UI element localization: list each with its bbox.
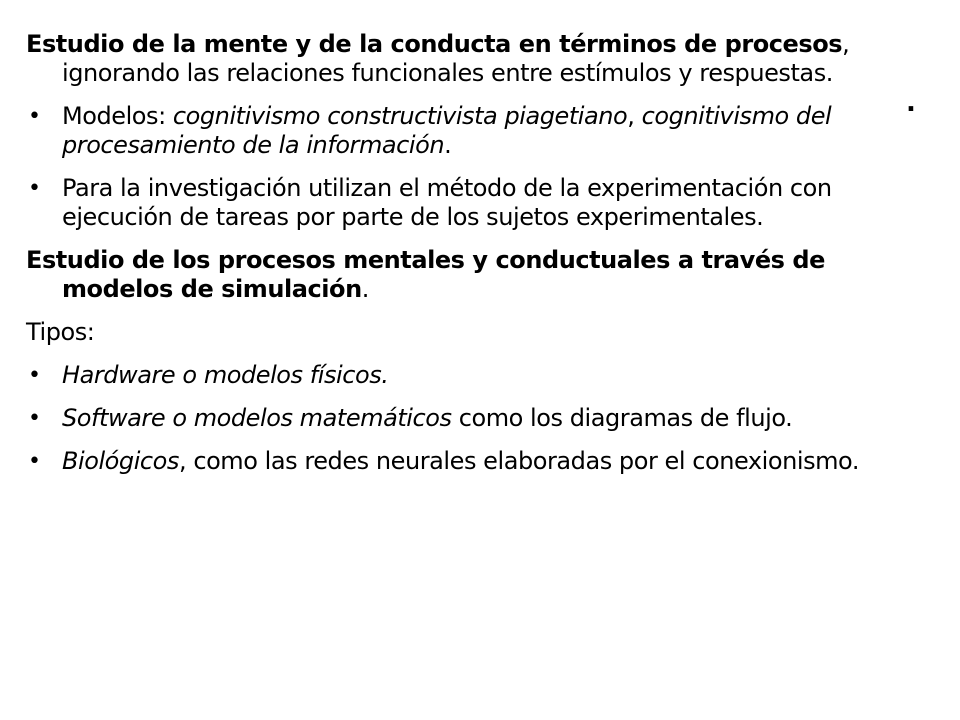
text-run: como los diagramas de flujo. bbox=[451, 404, 793, 432]
text-run: Modelos: bbox=[62, 102, 173, 130]
bullet-mark: • bbox=[28, 449, 41, 474]
bullet-paragraph bbox=[26, 447, 916, 476]
text-run: Para la investigación utilizan el método de la experimentación con ejecución de tareas por parte de los sujetos experimentales. bbox=[62, 174, 832, 231]
text-run: Biológicos bbox=[62, 447, 179, 475]
text-run: cognitivismo del procesamiento de la información bbox=[62, 102, 832, 159]
bullet-mark: • bbox=[28, 176, 41, 201]
text-run: Software o modelos matemáticos bbox=[62, 404, 452, 432]
text-run: Hardware o modelos físicos. bbox=[62, 361, 389, 389]
text-run: . bbox=[361, 275, 369, 303]
bullet-paragraph bbox=[26, 174, 916, 232]
bullet-mark: • bbox=[28, 104, 41, 129]
bullet-mark: • bbox=[28, 406, 41, 431]
text-run: cognitivismo constructivista piagetiano bbox=[172, 102, 628, 130]
paragraph bbox=[26, 318, 916, 347]
text-run: Estudio de la mente y de la conducta en términos de procesos bbox=[26, 30, 843, 58]
stray-dot: . bbox=[906, 88, 916, 118]
bullet-paragraph bbox=[26, 404, 916, 433]
paragraph bbox=[26, 246, 916, 304]
bullet-mark: • bbox=[28, 363, 41, 388]
text-run: , ignorando las relaciones funcionales entre estímulos y respuestas. bbox=[62, 30, 850, 87]
text-run: Tipos: bbox=[26, 318, 95, 346]
bullet-paragraph bbox=[26, 102, 916, 160]
bullet-paragraph bbox=[26, 361, 916, 390]
text-run: Estudio de los procesos mentales y conductuales a través de modelos de simulación bbox=[26, 246, 825, 303]
slide-body-text bbox=[26, 30, 916, 490]
text-run: . bbox=[444, 131, 452, 159]
paragraph bbox=[26, 30, 916, 88]
text-run: , como las redes neurales elaboradas por el conexionismo. bbox=[178, 447, 860, 475]
text-run: , bbox=[627, 102, 642, 130]
